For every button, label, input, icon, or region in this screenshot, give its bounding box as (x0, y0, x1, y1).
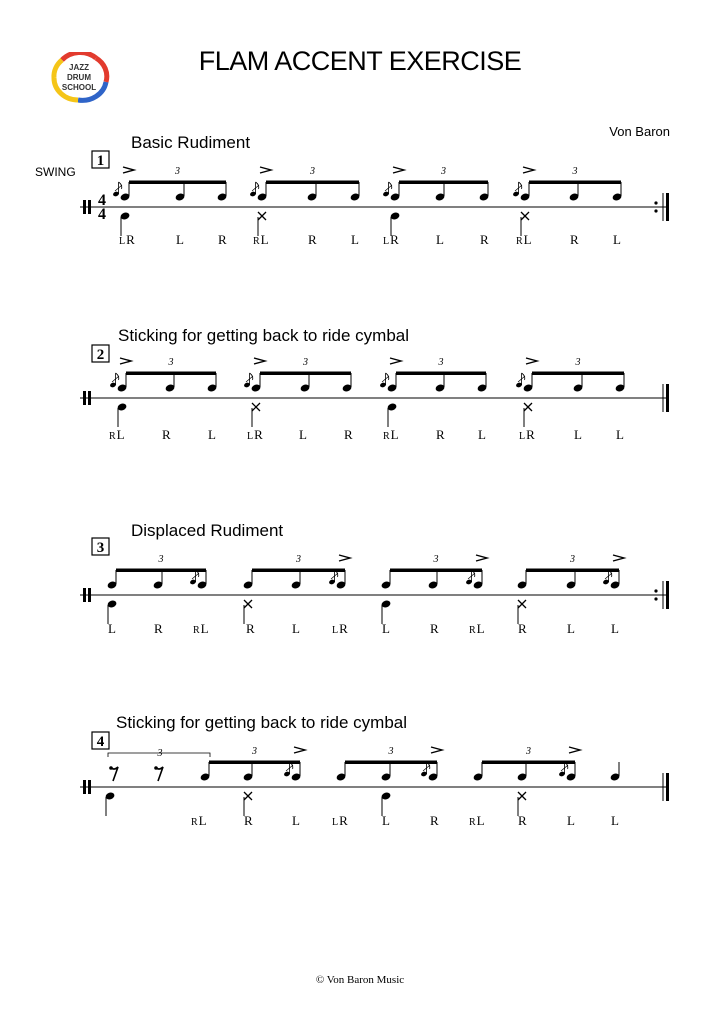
sticking-label (191, 813, 207, 829)
accent-mark (123, 167, 134, 173)
sticking-label (308, 232, 317, 248)
logo-line-2: DRUM (67, 73, 91, 82)
sticking-label (478, 427, 486, 443)
sticking-label (469, 621, 485, 637)
time-signature-bottom: 4 (98, 206, 106, 223)
beam (252, 569, 345, 573)
hihat-note (258, 212, 266, 220)
sticking-main: L (382, 813, 390, 828)
sticking-main: L (200, 621, 209, 636)
beam (482, 761, 575, 765)
sticking-grace: R (191, 817, 198, 828)
section-number: 1 (96, 153, 105, 169)
sticking-label (154, 621, 163, 637)
sticking-label (246, 621, 255, 637)
section-4-title: Sticking for getting back to ride cymbal (116, 713, 408, 732)
sticking-grace: L (332, 817, 339, 828)
beam (260, 372, 351, 376)
sticking-main: L (198, 813, 207, 828)
sticking-label (292, 813, 300, 829)
logo-line-1: JAZZ (69, 63, 89, 72)
hihat-note (244, 600, 252, 608)
tuplet-number: 3 (441, 166, 446, 177)
accent-mark (613, 555, 624, 561)
sticking-grace: R (253, 236, 260, 247)
copyright-footer: © Von Baron Music (315, 974, 405, 986)
tuplet-number: 3 (438, 357, 444, 368)
hihat-note (524, 403, 532, 411)
sticking-label (516, 232, 532, 248)
tuplet-number: 3 (158, 554, 164, 565)
page-title: FLAM ACCENT EXERCISE (198, 46, 522, 76)
sticking-label (193, 621, 209, 637)
accent-mark (526, 358, 537, 364)
sticking-label (567, 813, 575, 829)
sticking-label (253, 232, 269, 248)
sticking-main: L (390, 427, 399, 442)
sticking-label (570, 232, 579, 248)
sticking-label (108, 621, 116, 637)
sticking-label (383, 427, 399, 443)
sticking-grace: R (109, 431, 116, 442)
accent-mark (294, 747, 305, 753)
barline-thick (666, 193, 669, 221)
tuplet-number: 3 (168, 357, 174, 368)
sticking-label (382, 621, 390, 637)
sticking-label (436, 427, 445, 443)
sticking-label (244, 813, 253, 829)
sticking-main: R (526, 427, 535, 442)
sticking-grace: L (332, 625, 339, 636)
sticking-label (469, 813, 485, 829)
sticking-label (616, 427, 624, 443)
sticking-label (109, 427, 125, 443)
sticking-main: L (351, 232, 359, 247)
sticking-grace: R (516, 236, 523, 247)
sticking-grace: R (193, 625, 200, 636)
hihat-note (244, 792, 252, 800)
section-1-title: Basic Rudiment (131, 133, 251, 152)
barline-thick (666, 384, 669, 412)
sticking-label (518, 813, 527, 829)
beam (399, 181, 488, 185)
sticking-label (218, 232, 227, 248)
sticking-main: L (616, 427, 624, 442)
sticking-label (519, 427, 535, 443)
tuplet-number: 3 (433, 554, 439, 565)
accent-mark (390, 358, 401, 364)
beam (526, 569, 619, 573)
sticking-label (436, 232, 444, 248)
sticking-grace: L (247, 431, 254, 442)
sticking-label (613, 232, 621, 248)
sticking-label (299, 427, 307, 443)
sticking-main: R (518, 621, 527, 636)
sticking-label (119, 232, 135, 248)
sticking-label (162, 427, 171, 443)
section-number: 4 (96, 734, 105, 750)
beam (529, 181, 621, 185)
accent-mark (260, 167, 271, 173)
tuplet-number: 3 (570, 554, 575, 565)
hihat-note (521, 212, 529, 220)
sticking-label (430, 813, 439, 829)
sticking-main: R (339, 813, 348, 828)
sticking-label (430, 621, 439, 637)
sticking-main: L (260, 232, 269, 247)
sticking-grace: L (383, 236, 390, 247)
beam (209, 761, 300, 765)
tuplet-number: 3 (310, 166, 315, 177)
section-3-title: Displaced Rudiment (131, 521, 284, 540)
sticking-main: R (344, 427, 353, 442)
style-marking: SWING (35, 165, 76, 179)
repeat-dot (654, 201, 657, 204)
sticking-main: R (308, 232, 317, 247)
sticking-label (332, 621, 348, 637)
sticking-label (351, 232, 359, 248)
tuplet-number: 3 (575, 357, 581, 368)
sticking-main: L (574, 427, 582, 442)
sticking-label (574, 427, 582, 443)
sticking-grace: R (469, 817, 476, 828)
section-2-title: Sticking for getting back to ride cymbal (118, 326, 410, 345)
sticking-main: R (218, 232, 227, 247)
sticking-main: L (611, 813, 619, 828)
beam (396, 372, 486, 376)
sticking-main: R (154, 621, 163, 636)
accent-mark (339, 555, 350, 561)
sticking-main: R (126, 232, 135, 247)
sticking-main: L (299, 427, 307, 442)
sticking-label (208, 427, 216, 443)
percussion-clef (88, 588, 91, 602)
sticking-main: L (292, 813, 300, 828)
tuplet-number: 3 (572, 166, 578, 177)
percussion-clef (83, 588, 86, 602)
beam (126, 372, 216, 376)
sticking-main: L (611, 621, 619, 636)
tuplet-number: 3 (303, 357, 308, 368)
sticking-label (567, 621, 575, 637)
sticking-label (383, 232, 399, 248)
hihat-note (252, 403, 260, 411)
accent-mark (393, 167, 404, 173)
sticking-main: L (436, 232, 444, 247)
tuplet-number: 3 (175, 166, 180, 177)
beam (345, 761, 437, 765)
sticking-label (176, 232, 184, 248)
sticking-label (332, 813, 348, 829)
sticking-main: L (523, 232, 532, 247)
sticking-main: R (339, 621, 348, 636)
percussion-clef (88, 200, 91, 214)
sticking-main: L (567, 621, 575, 636)
tuplet-number: 3 (526, 746, 531, 757)
sticking-grace: R (383, 431, 390, 442)
sticking-label (382, 813, 390, 829)
sticking-main: L (108, 621, 116, 636)
sticking-label (518, 621, 527, 637)
time-signature-top: 4 (98, 192, 106, 209)
accent-mark (120, 358, 131, 364)
hihat-note (518, 600, 526, 608)
sticking-label (611, 813, 619, 829)
accent-mark (431, 747, 442, 753)
sticking-main: L (116, 427, 125, 442)
composer-name: Von Baron (609, 124, 670, 139)
sticking-main: L (382, 621, 390, 636)
beam (266, 181, 359, 185)
tuplet-number: 3 (157, 748, 163, 759)
sticking-main: R (436, 427, 445, 442)
hihat-note (518, 792, 526, 800)
percussion-clef (83, 200, 86, 214)
repeat-dot (654, 597, 657, 600)
section-number: 3 (96, 540, 105, 556)
sticking-grace: L (119, 236, 126, 247)
percussion-clef (83, 391, 86, 405)
sticking-main: L (476, 621, 485, 636)
sticking-grace: R (469, 625, 476, 636)
barline-thick (666, 581, 669, 609)
sticking-grace: L (519, 431, 526, 442)
sticking-main: L (478, 427, 486, 442)
logo-line-3: SCHOOL (61, 83, 97, 92)
beam (532, 372, 624, 376)
sticking-main: L (476, 813, 485, 828)
sticking-main: R (570, 232, 579, 247)
eighth-rest (109, 766, 113, 770)
accent-mark (476, 555, 487, 561)
tuplet-number: 3 (296, 554, 301, 565)
repeat-dot (654, 589, 657, 592)
eighth-rest (154, 766, 158, 770)
sticking-label (611, 621, 619, 637)
sticking-main: R (518, 813, 527, 828)
sticking-label (292, 621, 300, 637)
sticking-main: R (390, 232, 399, 247)
accent-mark (523, 167, 534, 173)
beam (129, 181, 226, 185)
sticking-label (344, 427, 353, 443)
sticking-main: L (567, 813, 575, 828)
sticking-label (480, 232, 489, 248)
accent-mark (254, 358, 265, 364)
sticking-main: R (162, 427, 171, 442)
percussion-clef (88, 391, 91, 405)
repeat-dot (654, 209, 657, 212)
percussion-clef (83, 780, 86, 794)
sticking-main: R (246, 621, 255, 636)
tuplet-number: 3 (388, 746, 394, 757)
section-number: 2 (96, 347, 105, 363)
beam (116, 569, 206, 573)
sticking-main: L (613, 232, 621, 247)
sticking-main: L (208, 427, 216, 442)
sticking-main: R (254, 427, 263, 442)
sticking-main: L (292, 621, 300, 636)
sticking-main: R (430, 621, 439, 636)
sticking-main: R (430, 813, 439, 828)
accent-mark (569, 747, 580, 753)
sticking-main: L (176, 232, 184, 247)
percussion-clef (88, 780, 91, 794)
barline-thick (666, 773, 669, 801)
sticking-main: R (480, 232, 489, 247)
sticking-main: R (244, 813, 253, 828)
tuplet-number: 3 (252, 746, 257, 757)
beam (390, 569, 482, 573)
sticking-label (247, 427, 263, 443)
